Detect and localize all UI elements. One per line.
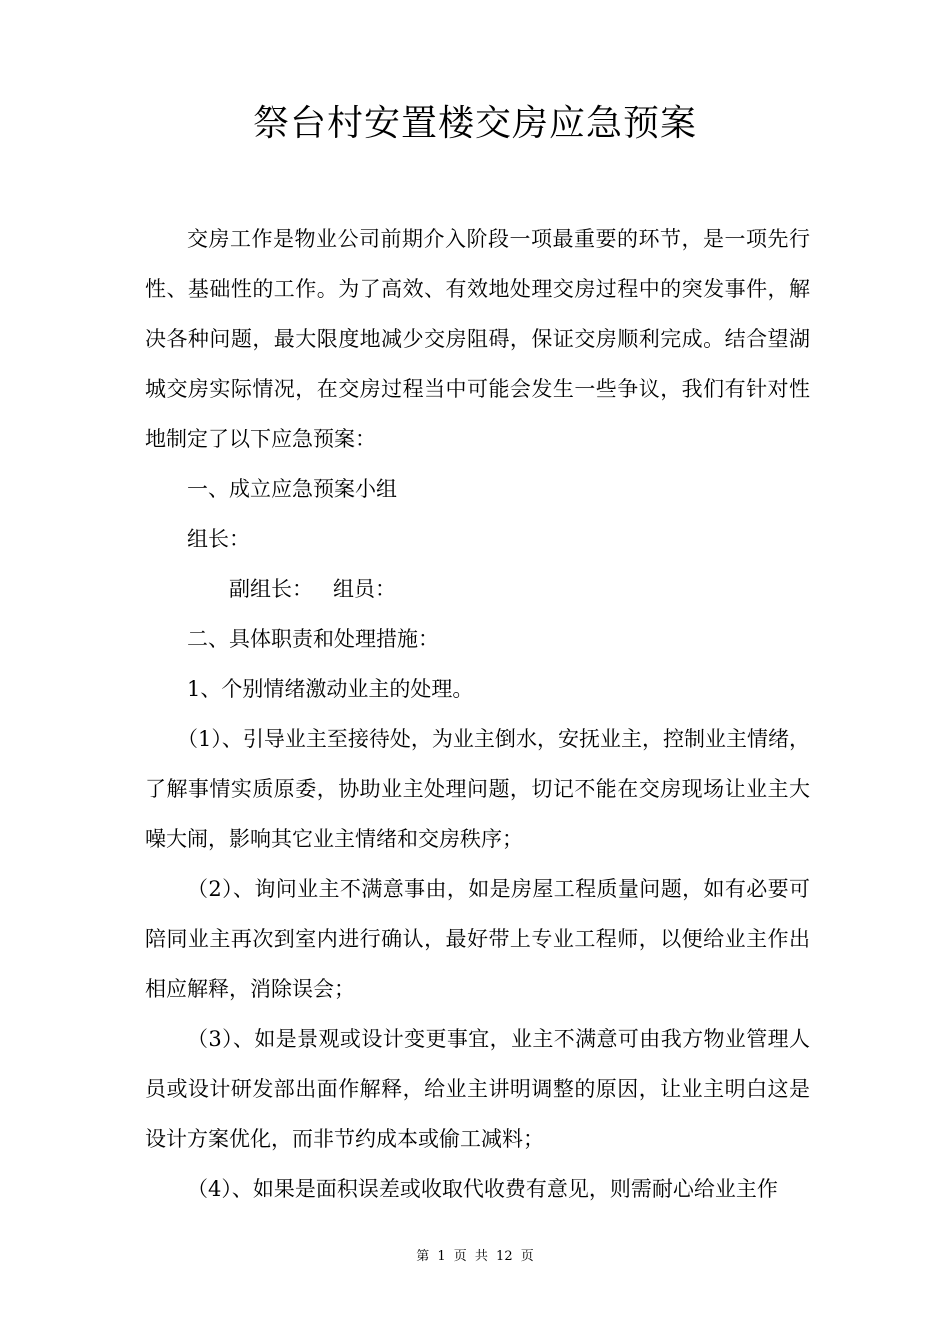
- step1-paragraph: （1）、引导业主至接待处，为业主倒水，安抚业主，控制业主情绪，了解事情实质原委，协助业主处理问题，切记不能在交房现场让业主大噪大闹，影响其它业主情绪和交房秩序；: [145, 727, 810, 851]
- leader-label: 组长：: [187, 527, 250, 551]
- leader-line: [145, 514, 810, 564]
- document-title: 祭台村安置楼交房应急预案: [252, 103, 697, 144]
- section1-heading: 一、成立应急预案小组: [187, 477, 397, 501]
- item1-heading: 1、个别情绪激动业主的处理。: [187, 677, 474, 701]
- step4-paragraph: （4）、如果是面积误差或收取代收费有意见，则需耐心给业主作: [187, 1177, 778, 1201]
- member-label: 组员：: [333, 577, 396, 601]
- step3-paragraph: （3）、如是景观或设计变更事宜，业主不满意可由我方物业管理人员或设计研发部出面作解释，给业主讲明调整的原因，让业主明白这是设计方案优化，而非节约成本或偷工减料；: [145, 1027, 810, 1151]
- intro-paragraph: 交房工作是物业公司前期介入阶段一项最重要的环节，是一项先行性、基础性的工作。为了高效、有效地处理交房过程中的突发事件，解决各种问题，最大限度地减少交房阻碍，保证交房顺利完成。结合望湖城交房实际情况，在交房过程当中可能会发生一些争议，我们有针对性地制定了以下应急预案：: [145, 227, 810, 451]
- page-footer: 第 1 页 共 12 页: [416, 1249, 534, 1264]
- step2-paragraph: （2）、询问业主不满意事由，如是房屋工程质量问题，如有必要可陪同业主再次到室内进行确认，最好带上专业工程师，以便给业主作出相应解释，消除误会；: [145, 877, 810, 1001]
- document-body: [145, 214, 810, 1214]
- deputy-member-line: [145, 564, 810, 614]
- section2-heading: 二、具体职责和处理措施：: [187, 627, 439, 651]
- deputy-label: 副组长：: [229, 577, 313, 601]
